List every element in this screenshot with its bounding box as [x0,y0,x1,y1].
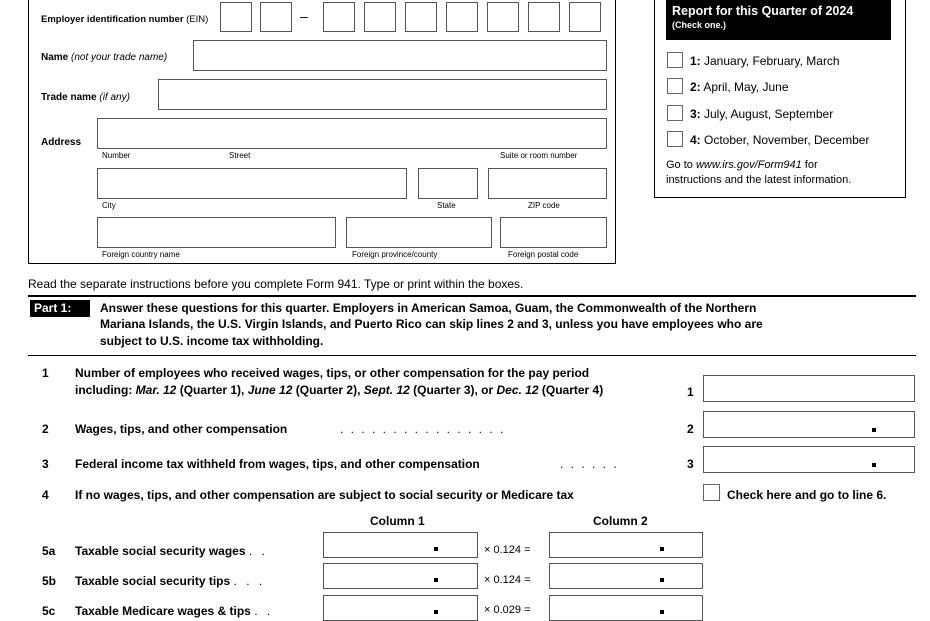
line2-text: Wages, tips, and other compensation [75,422,288,436]
ein-digit-2[interactable] [260,2,292,32]
line2-box-label: 2 [687,422,694,436]
instructions-text: Read the separate instructions before you complete Form 941. Type or print within the boxes. [28,277,524,291]
foreign-province-caption: Foreign province/county [352,250,438,259]
line5b-text: Taxable social security tips . . . [75,574,266,588]
line5b-column2-decimal [660,578,664,582]
foreign-postal-field[interactable] [500,217,607,248]
line1-text: Number of employees who received wages, tips, or other compensation for the pay period [75,366,590,380]
address-label: Address [41,137,82,148]
foreign-postal-caption: Foreign postal code [508,250,579,259]
line3-decimal-point [872,463,876,467]
line5a-multiplier: × 0.124 = [484,544,531,556]
quarter-4-label: 4: October, November, December [690,133,870,147]
line3-field[interactable] [703,446,915,473]
ein-digit-8[interactable] [528,2,560,32]
name-field[interactable] [193,40,607,71]
line1-text-dates: including: Mar. 12 (Quarter 1), June 12 (Quarter 2), Sept. 12 (Quarter 3), or Dec. 12 (Quarter 4) [75,383,604,397]
trade-name-label: Trade name (if any) [41,92,130,103]
line5c-number: 5c [42,604,56,618]
quarter-2-label: 2: April, May, June [690,80,789,94]
zip-caption: ZIP code [528,201,560,210]
street-caption: Street [229,151,251,160]
line5b-column1-field[interactable] [323,563,478,589]
street-address-field[interactable] [97,118,607,149]
line5c-column2-decimal [660,610,664,614]
quarter-4-checkbox[interactable] [667,131,683,147]
line5c-multiplier: × 0.029 = [484,604,531,616]
line5b-column1-decimal [434,578,438,582]
part1-heading-line2: Mariana Islands, the U.S. Virgin Islands, and Puerto Rico can skip lines 2 and 3, unless you have employees who are [100,317,763,331]
ein-digit-5[interactable] [405,2,437,32]
state-field[interactable] [418,168,478,199]
line1-field[interactable] [703,375,915,402]
line2-decimal-point [872,428,876,432]
quarter-2-checkbox[interactable] [667,78,683,94]
line5b-number: 5b [42,574,57,588]
line5c-column2-field[interactable] [549,595,703,621]
column1-header: Column 1 [370,514,425,528]
quarter-panel-title: Report for this Quarter of 2024 [672,4,854,18]
ein-dash: – [300,8,308,24]
state-caption: State [437,201,456,210]
line1-number: 1 [42,366,49,380]
line5c-column1-field[interactable] [323,595,478,621]
column2-header: Column 2 [593,514,648,528]
quarter-3-checkbox[interactable] [667,105,683,121]
foreign-country-caption: Foreign country name [102,250,180,259]
line5a-text: Taxable social security wages . . [75,544,268,558]
quarter-1-checkbox[interactable] [667,52,683,68]
line3-box-label: 3 [687,457,694,471]
quarter-panel-header [666,0,891,40]
line4-check-label: Check here and go to line 6. [727,488,887,502]
foreign-province-field[interactable] [346,217,492,248]
trade-name-field[interactable] [158,79,607,110]
zip-field[interactable] [488,168,607,199]
line2-field[interactable] [703,411,915,438]
part1-top-rule [28,295,916,297]
line4-text: If no wages, tips, and other compensation are subject to social security or Medicare tax [75,488,574,502]
line5b-multiplier: × 0.124 = [484,574,531,586]
line5a-column1-decimal [434,547,438,551]
part1-tag: Part 1: [30,300,90,317]
line5a-number: 5a [42,544,56,558]
irs-form941-link[interactable]: www.irs.gov/Form941 [695,159,802,171]
quarter-panel-goto: Go to www.irs.gov/Form941 for [666,159,818,171]
quarter-panel-goto-line2: instructions and the latest information. [666,174,852,186]
ein-digit-4[interactable] [364,2,396,32]
line4-checkbox[interactable] [703,484,720,501]
line1-box-label: 1 [687,385,694,399]
ein-digit-9[interactable] [569,2,601,32]
line5c-text: Taxable Medicare wages & tips . . [75,604,274,618]
line3-leader-dots: . . . . . . [560,457,619,471]
foreign-country-field[interactable] [97,217,336,248]
ein-digit-6[interactable] [446,2,478,32]
quarter-3-label: 3: July, August, September [690,107,834,121]
ein-digit-1[interactable] [220,2,252,32]
quarter-panel-subtitle: (Check one.) [672,20,727,30]
line5b-column2-field[interactable] [549,563,703,589]
city-caption: City [102,201,116,210]
ein-digit-7[interactable] [487,2,519,32]
ein-digit-3[interactable] [323,2,355,32]
line3-number: 3 [42,457,49,471]
line2-leader-dots: . . . . . . . . . . . . . . . . [340,422,506,436]
quarter-1-label: 1: January, February, March [690,54,840,68]
line5a-column2-decimal [660,547,664,551]
ein-label: Employer identification number (EIN) [41,14,209,25]
line5c-column1-decimal [434,610,438,614]
part1-heading-line1: Answer these questions for this quarter. Employers in American Samoa, Guam, the Commonwealth of the Northern [100,301,757,315]
line2-number: 2 [42,422,49,436]
line5a-column1-field[interactable] [323,532,478,558]
line5a-column2-field[interactable] [549,532,703,558]
part1-bottom-rule [28,355,916,356]
suite-caption: Suite or room number [500,151,578,160]
name-label: Name (not your trade name) [41,52,168,63]
part1-heading-line3: subject to U.S. income tax withholding. [100,334,324,348]
line3-text: Federal income tax withheld from wages, tips, and other compensation [75,457,480,471]
city-field[interactable] [97,168,407,199]
number-caption: Number [102,151,131,160]
line4-number: 4 [42,488,49,502]
